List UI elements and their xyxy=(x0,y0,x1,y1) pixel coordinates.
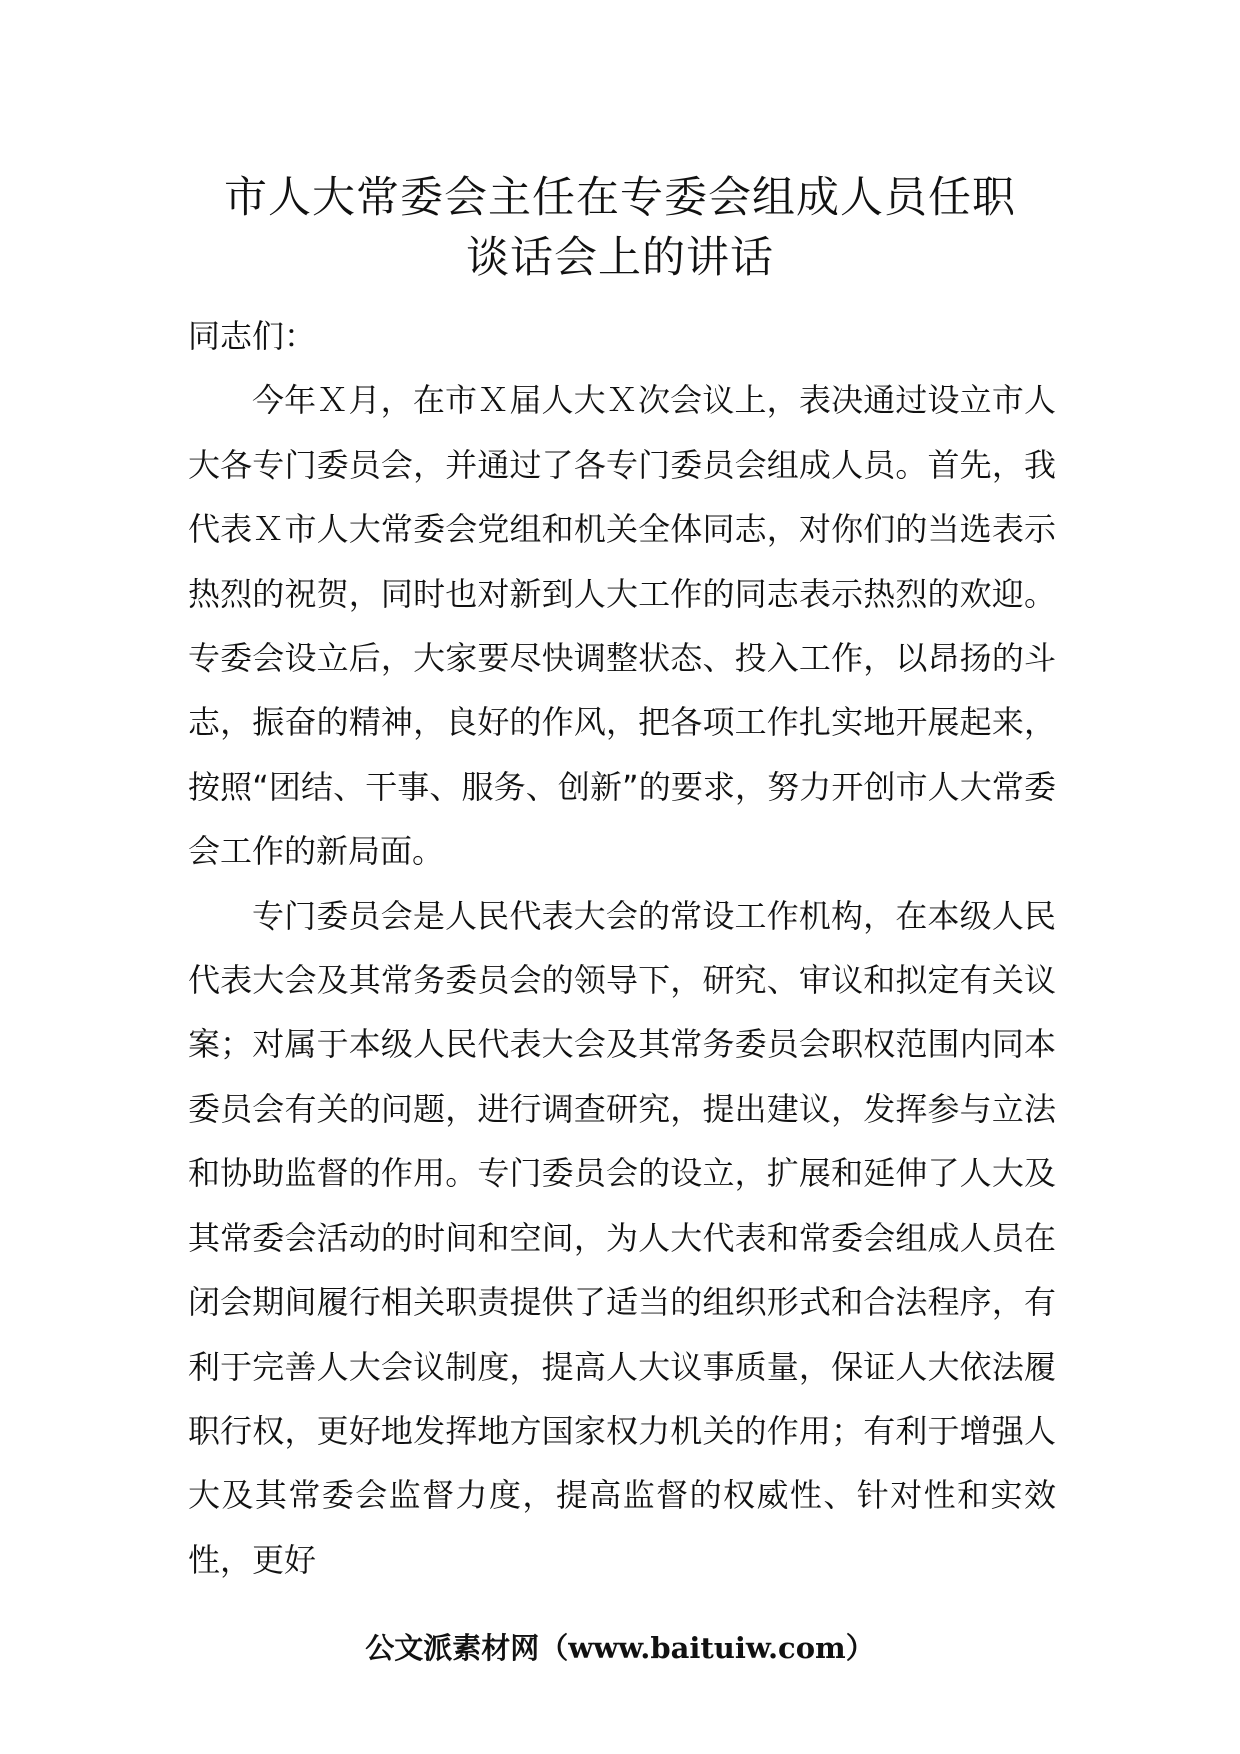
salutation: 同志们： xyxy=(188,317,317,355)
paragraph-1: 今年Ｘ月，在市Ｘ届人大Ｘ次会议上，表决通过设立市人大各专门委员会，并通过了各专门委员会组成人员。首先，我代表Ｘ市人大常委会党组和机关全体同志，对你们的当选表示热烈的祝贺，同时也对新到人大工作的同志表示热烈的欢迎。专委会设立后，大家要尽快调整状态、投入工作，以昂扬的斗志，振奋的精神，良好的作风，把各项工作扎实地开展起来，按照“团结、干事、服务、创新”的要求，努力开创市人大常委会工作的新局面。 xyxy=(188,381,1056,871)
title-line-1: 市人大常委会主任在专委会组成人员任职 xyxy=(224,173,1016,223)
title-line-2: 谈话会上的讲话 xyxy=(466,233,774,283)
footer-watermark: 公文派素材网（www.baituiw.com） xyxy=(365,1631,875,1665)
document-title xyxy=(150,168,1090,288)
document-body xyxy=(188,304,1056,1592)
paragraph-2: 专门委员会是人民代表大会的常设工作机构，在本级人民代表大会及其常务委员会的领导下，研究、审议和拟定有关议案；对属于本级人民代表大会及其常务委员会职权范围内同本委员会有关的问题，进行调查研究，提出建议，发挥参与立法和协助监督的作用。专门委员会的设立，扩展和延伸了人大及其常委会活动的时间和空间，为人大代表和常委会组成人员在闭会期间履行相关职责提供了适当的组织形式和合法程序，有利于完善人大会议制度，提高人大议事质量，保证人大依法履职行权，更好地发挥地方国家权力机关的作用；有利于增强人大及其常委会监督力度，提高监督的权威性、针对性和实效性，更好 xyxy=(188,896,1056,1579)
